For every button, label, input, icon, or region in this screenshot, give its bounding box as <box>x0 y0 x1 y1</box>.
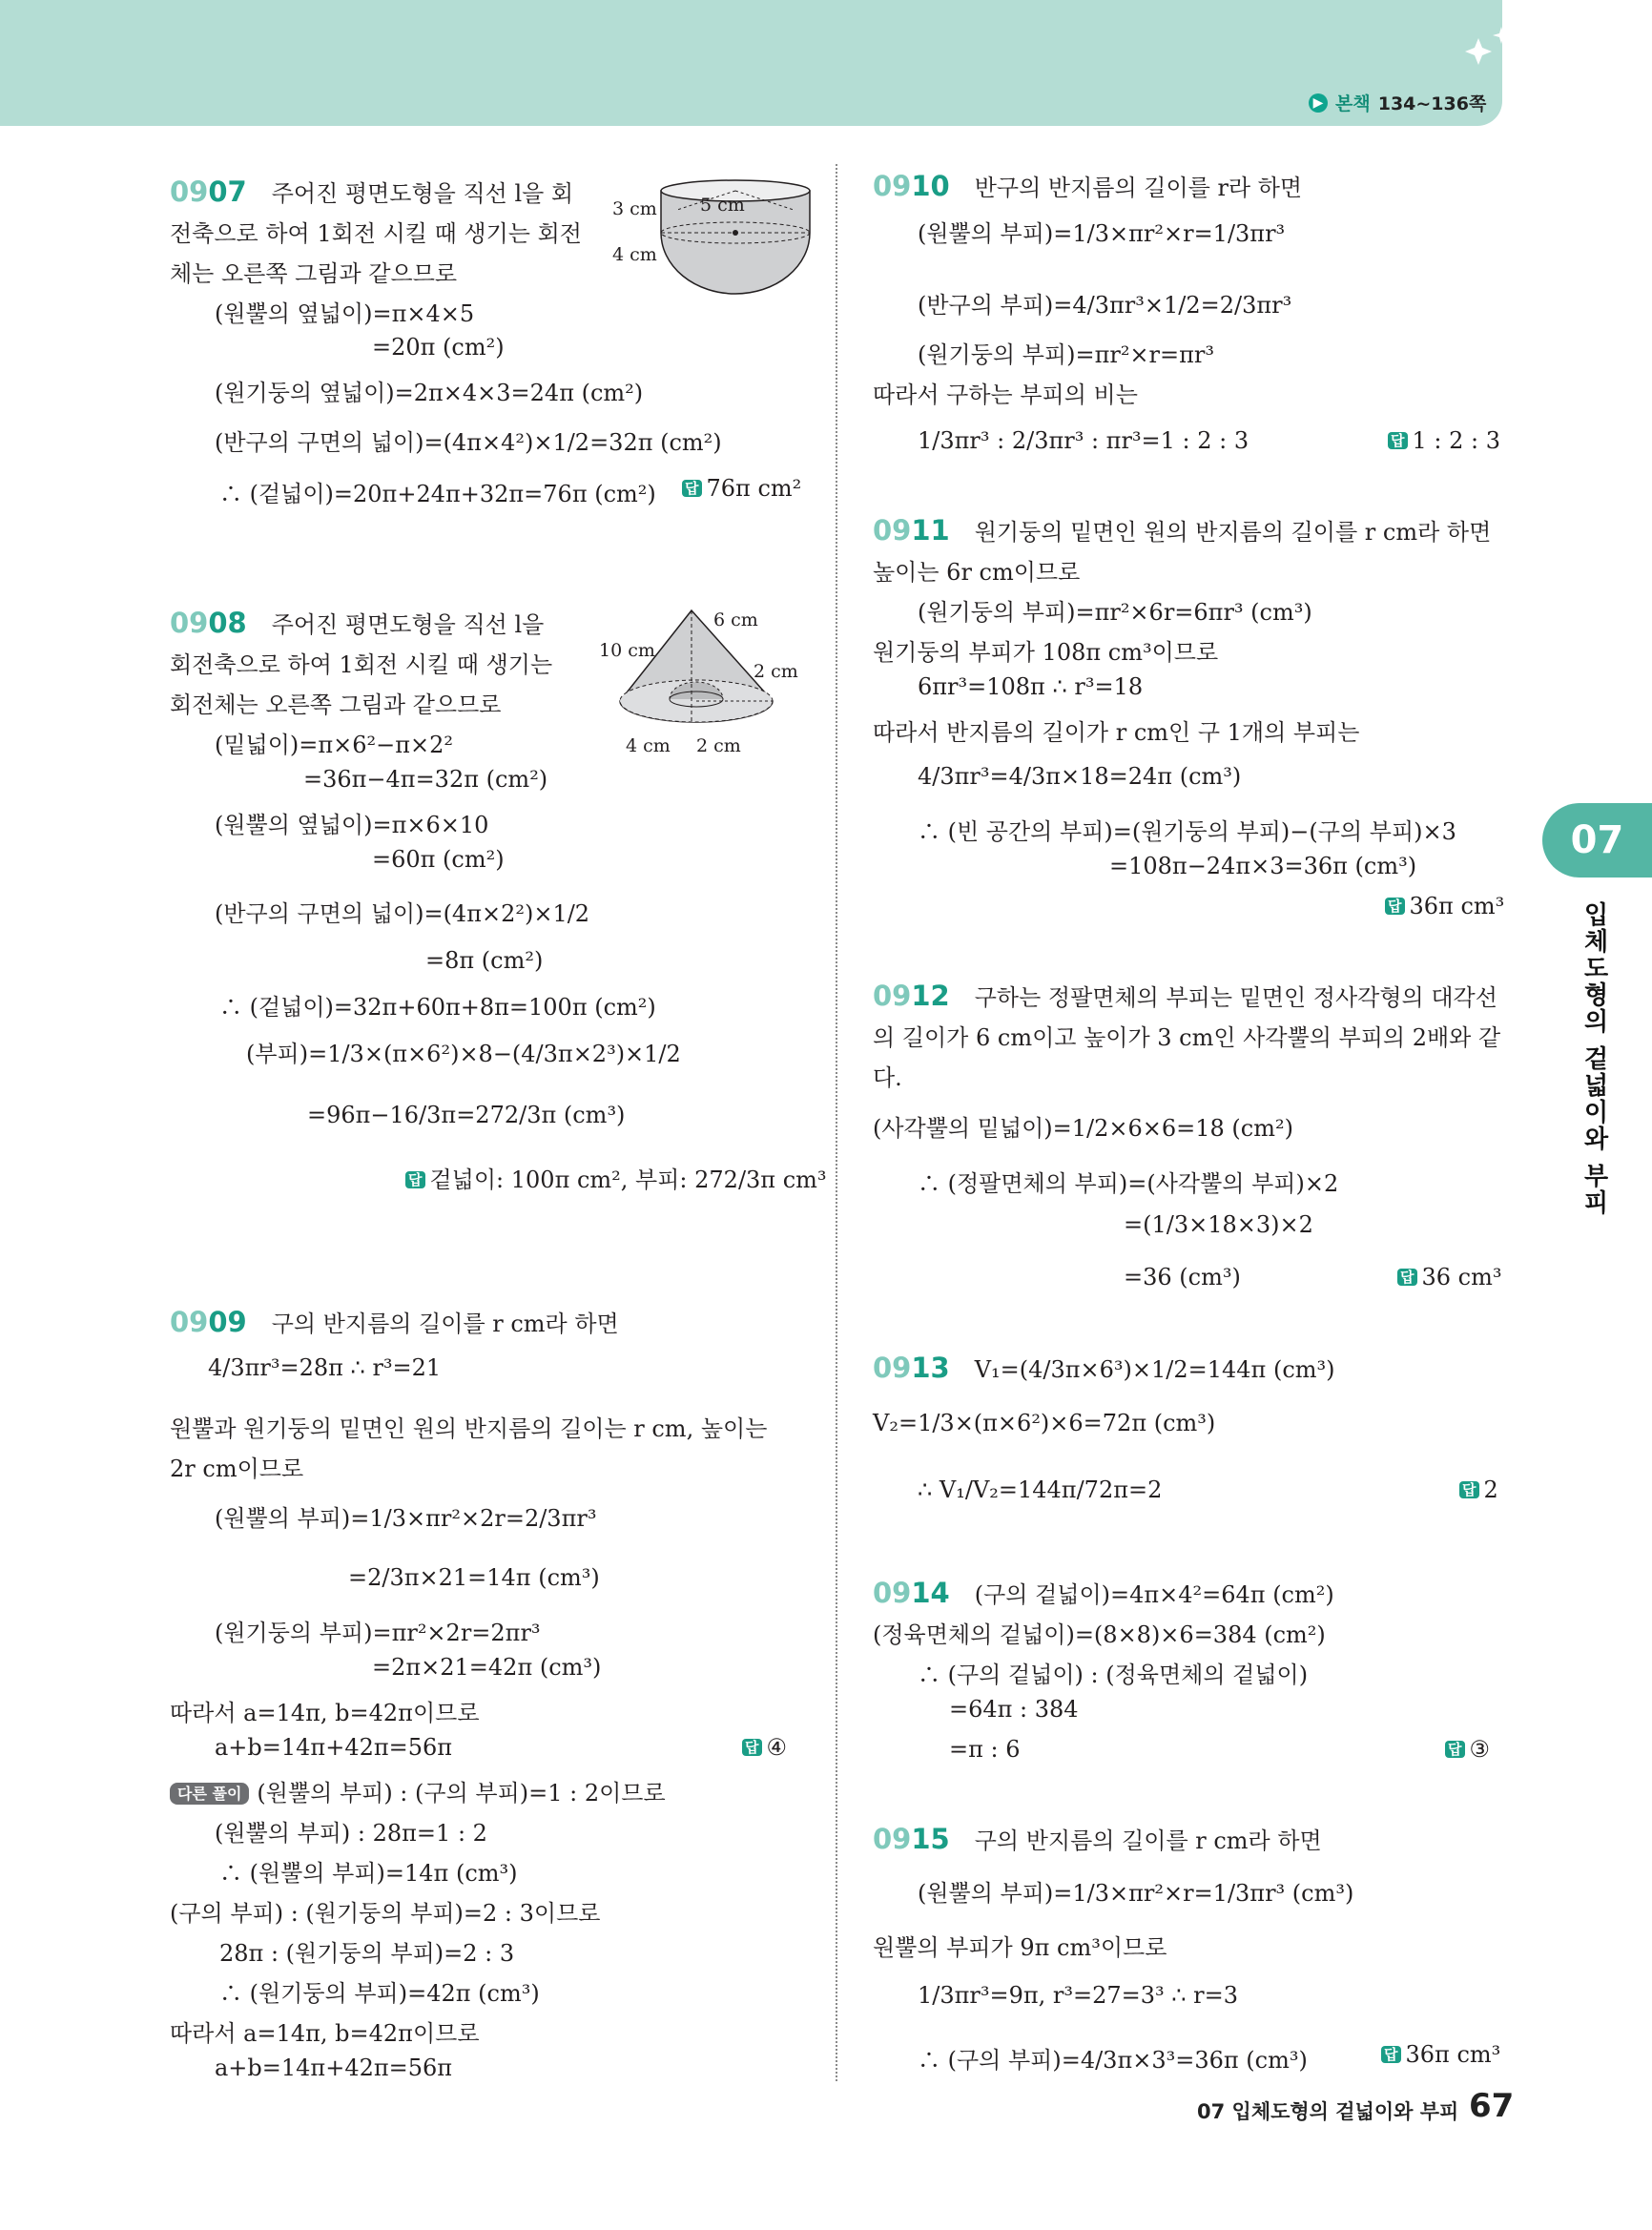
label-4cm: 4 cm <box>612 244 657 265</box>
line-text: 구하는 정팔면체의 부피는 밑면인 정사각형의 대각선 <box>974 984 1497 1011</box>
solution-line <box>208 1354 441 1381</box>
solution-line <box>170 646 552 679</box>
answer-badge: 답 <box>405 1171 425 1188</box>
line-text: 원기둥의 부피가 108π cm³이므로 <box>873 639 1219 666</box>
solution-line <box>918 2041 1308 2075</box>
label-2cm-bottom: 2 cm <box>696 735 741 756</box>
line-text: ∴ (겉넓이)=20π+24π+32π=76π (cm²) <box>219 481 656 507</box>
line-text: ∴ (정팔면체의 부피)=(사각뿔의 부피)×2 <box>918 1170 1339 1197</box>
line-text: (구의 겉넓이)=4π×4²=64π (cm²) <box>974 1581 1334 1608</box>
problem-number: 0910 <box>873 170 950 202</box>
line-text: 회전축으로 하여 1회전 시킬 때 생기는 <box>170 651 553 678</box>
line-text: (반구의 구면의 넓이)=(4π×2²)×1/2 <box>215 900 590 927</box>
line-text: ∴ (겉넓이)=32π+60π+8π=100π (cm²) <box>219 994 656 1021</box>
problem-heading <box>873 513 1491 547</box>
label-3cm: 3 cm <box>612 198 657 219</box>
problem-heading <box>170 606 544 639</box>
problem-heading <box>170 1305 619 1338</box>
label-6cm: 6 cm <box>713 609 758 630</box>
line-text: ∴ (원기둥의 부피)=42π (cm³) <box>219 1980 540 2007</box>
line-text: 다. <box>873 1064 902 1091</box>
ref-pages: 134~136쪽 <box>1377 93 1487 114</box>
label-2cm-right: 2 cm <box>754 661 798 682</box>
solution-line <box>949 1696 1079 1723</box>
solution-line <box>873 376 1138 409</box>
solution-line <box>918 1165 1338 1198</box>
line-text: 1/3πr³=9π, r³=27=3³ ∴ r=3 <box>918 1982 1239 2009</box>
line-text: =64π : 384 <box>949 1696 1079 1723</box>
solution-line <box>1109 853 1416 879</box>
solution-line <box>918 813 1456 846</box>
line-text: 회전체는 오른쪽 그림과 같으므로 <box>170 692 502 718</box>
line-text: 주어진 평면도형을 직선 l을 회 <box>271 180 574 207</box>
line-text: 2 <box>1483 1476 1498 1503</box>
problem-heading <box>873 169 1302 202</box>
solution-line <box>170 2014 480 2048</box>
line-text: 36π cm³ <box>1409 893 1505 919</box>
line-text: 따라서 구하는 부피의 비는 <box>873 382 1138 408</box>
solution-line <box>170 215 582 248</box>
line-text: =8π (cm²) <box>425 947 544 974</box>
solution-line <box>918 215 1285 248</box>
solution-line <box>246 1035 681 1068</box>
solution-line <box>215 895 589 928</box>
problem-number: 0913 <box>873 1352 950 1384</box>
answer-badge: 답 <box>682 480 702 497</box>
line-text: 4/3πr³=28π ∴ r³=21 <box>208 1354 442 1381</box>
line-text: (반구의 구면의 넓이)=(4π×4²)×1/2=32π (cm²) <box>215 429 722 456</box>
solution-line <box>307 1102 625 1128</box>
line-text: 높이는 6r cm이므로 <box>873 559 1081 586</box>
line-text: =20π (cm²) <box>372 334 505 361</box>
chapter-tab: 07 <box>1542 803 1652 878</box>
line-text: (반구의 부피)=4/3πr³×1/2=2/3πr³ <box>918 292 1292 319</box>
solution-line <box>215 1499 596 1533</box>
solution-line <box>215 806 488 839</box>
line-text: =2π×21=42π (cm³) <box>372 1654 602 1681</box>
line-text: =108π−24π×3=36π (cm³) <box>1109 853 1417 879</box>
solution-line <box>170 1694 480 1727</box>
solution-line <box>918 763 1241 790</box>
answer-line <box>682 475 801 502</box>
solution-line <box>949 1736 1021 1763</box>
solution-line <box>215 1614 541 1647</box>
problem-number: 0909 <box>170 1306 247 1338</box>
line-text: 구의 반지름의 길이를 r cm라 하면 <box>974 1827 1322 1854</box>
solution-line <box>170 1450 303 1483</box>
solution-line <box>219 1934 514 1968</box>
line-text: 1 : 2 : 3 <box>1412 427 1500 454</box>
solution-line <box>873 1019 1500 1052</box>
solution-line <box>215 295 474 328</box>
solution-line <box>918 673 1143 700</box>
answer-line <box>1385 893 1504 919</box>
solution-line <box>170 686 501 719</box>
solution-line <box>170 255 457 288</box>
problem-number: 0911 <box>873 514 950 547</box>
answer-badge: 답 <box>742 1739 762 1756</box>
line-text: (원기둥의 옆넓이)=2π×4×3=24π (cm²) <box>215 380 644 406</box>
line-text: 반구의 반지름의 길이를 r라 하면 <box>974 175 1303 201</box>
solution-line <box>873 553 1080 587</box>
line-text: (원뿔의 옆넓이)=π×4×5 <box>215 300 475 327</box>
solution-line <box>219 475 656 508</box>
line-text: =2/3π×21=14π (cm³) <box>348 1564 600 1591</box>
solution-line <box>1124 1264 1241 1291</box>
answer-line <box>1459 1476 1498 1503</box>
arrow-right-icon: ▶ <box>1309 93 1328 113</box>
solution-line <box>215 374 643 407</box>
line-text: V₂=1/3×(π×6²)×6=72π (cm³) <box>873 1410 1216 1436</box>
problem-number: 0914 <box>873 1577 950 1609</box>
line-text: =π : 6 <box>949 1736 1021 1763</box>
answer-line <box>1397 1264 1502 1291</box>
solution-line <box>918 1476 1162 1503</box>
line-text: 6πr³=108π ∴ r³=18 <box>918 673 1144 700</box>
line-text: ③ <box>1469 1736 1491 1763</box>
figure-0908 <box>591 601 820 763</box>
page-reference <box>1309 90 1486 115</box>
footer-title: 07 입체도형의 겉넓이와 부피 <box>1197 2100 1459 2123</box>
problem-heading <box>873 1352 1335 1384</box>
solution-line <box>215 1734 452 1761</box>
sparkle-icon <box>1465 19 1522 67</box>
label-10cm: 10 cm <box>599 640 655 661</box>
figure-0907 <box>610 172 820 305</box>
line-text: 따라서 a=14π, b=42π이므로 <box>170 2020 480 2047</box>
line-text: 1/3πr³ : 2/3πr³ : πr³=1 : 2 : 3 <box>918 427 1249 454</box>
line-text: 주어진 평면도형을 직선 l을 <box>271 611 545 638</box>
answer-badge: 답 <box>1385 898 1405 915</box>
line-text: (원기둥의 부피)=πr²×r=πr³ <box>918 341 1214 368</box>
line-text: =36 (cm³) <box>1124 1264 1241 1291</box>
line-text: 36π cm³ <box>1405 2041 1501 2068</box>
problem-heading <box>873 1822 1322 1855</box>
line-text: ∴ V₁/V₂=144π/72π=2 <box>918 1476 1163 1503</box>
solution-line <box>873 1410 1215 1436</box>
line-text: (밑넓이)=π×6²−π×2² <box>215 732 454 758</box>
line-text: 구의 반지름의 길이를 r cm라 하면 <box>271 1311 619 1337</box>
answer-line <box>1381 2041 1500 2068</box>
solution-line <box>425 947 543 974</box>
solution-line <box>873 1929 1167 1962</box>
solution-line <box>873 1059 902 1092</box>
ref-book: 본책 <box>1335 93 1371 114</box>
solution-line <box>303 766 547 793</box>
line-text: =96π−16/3π=272/3π (cm³) <box>307 1102 626 1128</box>
line-text: 따라서 반지름의 길이가 r cm인 구 1개의 부피는 <box>873 719 1360 746</box>
line-text: (사각뿔의 밑넓이)=1/2×6×6=18 (cm²) <box>873 1115 1293 1142</box>
answer-line <box>1445 1736 1490 1763</box>
solution-line <box>918 1874 1353 1908</box>
answer-badge: 답 <box>1445 1741 1465 1758</box>
solution-line <box>219 1974 540 2008</box>
line-text: 원뿔과 원기둥의 밑면인 원의 반지름의 길이는 r cm, 높이는 <box>170 1415 768 1442</box>
solution-line <box>873 713 1359 747</box>
line-text: a+b=14π+42π=56π <box>215 2054 453 2081</box>
problem-number: 0915 <box>873 1823 950 1855</box>
line-text: (원기둥의 부피)=πr²×2r=2πr³ <box>215 1620 541 1646</box>
line-text: 원기둥의 밑면인 원의 반지름의 길이를 r cm라 하면 <box>974 519 1492 546</box>
line-text: V₁=(4/3π×6³)×1/2=144π (cm³) <box>974 1356 1335 1383</box>
problem-number: 0908 <box>170 607 247 639</box>
solution-line <box>918 336 1214 369</box>
line-text: =60π (cm²) <box>372 846 505 873</box>
solution-line <box>215 423 722 457</box>
solution-line <box>1124 1211 1313 1238</box>
line-text: (원뿔의 부피)=1/3×πr²×r=1/3πr³ <box>918 220 1286 247</box>
line-text: (정육면체의 겉넓이)=(8×8)×6=384 (cm²) <box>873 1621 1326 1648</box>
solution-line <box>918 593 1312 627</box>
line-text: (원기둥의 부피)=πr²×6r=6πr³ (cm³) <box>918 599 1312 626</box>
solution-line <box>215 726 453 759</box>
line-text: 36 cm³ <box>1421 1264 1502 1291</box>
answer-line <box>405 1161 827 1194</box>
solution-line <box>918 1656 1308 1689</box>
line-text: a+b=14π+42π=56π <box>215 1734 453 1761</box>
problem-heading <box>170 175 573 208</box>
solution-line <box>372 1654 601 1681</box>
solution-line <box>873 1616 1326 1649</box>
answer-badge: 답 <box>1388 432 1408 449</box>
label-5cm: 5 cm <box>700 195 745 216</box>
solution-line <box>918 1982 1238 2009</box>
solution-line <box>219 1854 518 1888</box>
line-text: ∴ (원뿔의 부피)=14π (cm³) <box>219 1860 518 1887</box>
solution-line <box>372 846 505 873</box>
solution-line <box>918 427 1249 454</box>
line-text: (구의 부피) : (원기둥의 부피)=2 : 3이므로 <box>170 1900 601 1927</box>
line-text: 원뿔의 부피가 9π cm³이므로 <box>873 1934 1167 1961</box>
line-text: ∴ (빈 공간의 부피)=(원기둥의 부피)−(구의 부피)×3 <box>918 818 1456 845</box>
line-text: 전축으로 하여 1회전 시킬 때 생기는 회전 <box>170 220 582 247</box>
solution-line <box>219 988 656 1022</box>
line-text: 4/3πr³=4/3π×18=24π (cm³) <box>918 763 1242 790</box>
line-text: (부피)=1/3×(π×6²)×8−(4/3π×2³)×1/2 <box>246 1041 681 1067</box>
answer-line <box>742 1734 787 1761</box>
line-text: (원뿔의 부피) : (구의 부피)=1 : 2이므로 <box>257 1780 666 1807</box>
line-text: ④ <box>766 1734 788 1761</box>
line-text: 따라서 a=14π, b=42π이므로 <box>170 1700 480 1726</box>
answer-line <box>1388 427 1500 454</box>
line-text: ∴ (구의 겉넓이) : (정육면체의 겉넓이) <box>918 1662 1309 1688</box>
line-text: =36π−4π=32π (cm²) <box>303 766 548 793</box>
line-text: 체는 오른쪽 그림과 같으므로 <box>170 260 458 287</box>
line-text: (원뿔의 부피) : 28π=1 : 2 <box>215 1820 487 1847</box>
chapter-title-vertical: 입체도형의 겉넓이와 부피 <box>1580 901 1608 1217</box>
solution-line <box>215 2054 452 2081</box>
line-text: 76π cm² <box>706 475 802 502</box>
column-divider <box>836 164 837 2081</box>
problem-number: 0912 <box>873 980 950 1012</box>
line-text: 2r cm이므로 <box>170 1456 304 1482</box>
answer-badge: 답 <box>1381 2046 1401 2063</box>
line-text: 28π : (원기둥의 부피)=2 : 3 <box>219 1940 515 1967</box>
line-text: (원뿔의 부피)=1/3×πr²×r=1/3πr³ (cm³) <box>918 1880 1354 1907</box>
solution-line <box>170 1894 600 1928</box>
problem-heading <box>873 1576 1334 1609</box>
line-text: 의 길이가 6 cm이고 높이가 3 cm인 사각뿔의 부피의 2배와 같 <box>873 1024 1501 1051</box>
solution-line <box>170 1774 666 1807</box>
line-text: =(1/3×18×3)×2 <box>1124 1211 1313 1238</box>
answer-badge: 답 <box>1459 1481 1479 1498</box>
solution-line <box>348 1564 600 1591</box>
solution-line <box>873 633 1218 667</box>
solution-line <box>215 1814 487 1848</box>
solution-line <box>372 334 505 361</box>
problem-number: 0907 <box>170 176 247 208</box>
header-band <box>0 0 1502 126</box>
line-text: ∴ (구의 부피)=4/3π×3³=36π (cm³) <box>918 2047 1308 2074</box>
label-4cm: 4 cm <box>626 735 671 756</box>
page-number: 67 <box>1469 2087 1515 2125</box>
problem-heading <box>873 979 1497 1012</box>
alt-solution-badge: 다른 풀이 <box>170 1783 249 1805</box>
line-text: (원뿔의 부피)=1/3×πr²×2r=2/3πr³ <box>215 1505 597 1532</box>
solution-line <box>170 1410 767 1443</box>
line-text: 겉넓이: 100π cm², 부피: 272/3π cm³ <box>429 1167 827 1193</box>
answer-badge: 답 <box>1397 1269 1417 1286</box>
solution-line <box>873 1109 1293 1143</box>
line-text: (원뿔의 옆넓이)=π×6×10 <box>215 812 489 838</box>
solution-line <box>918 286 1291 320</box>
